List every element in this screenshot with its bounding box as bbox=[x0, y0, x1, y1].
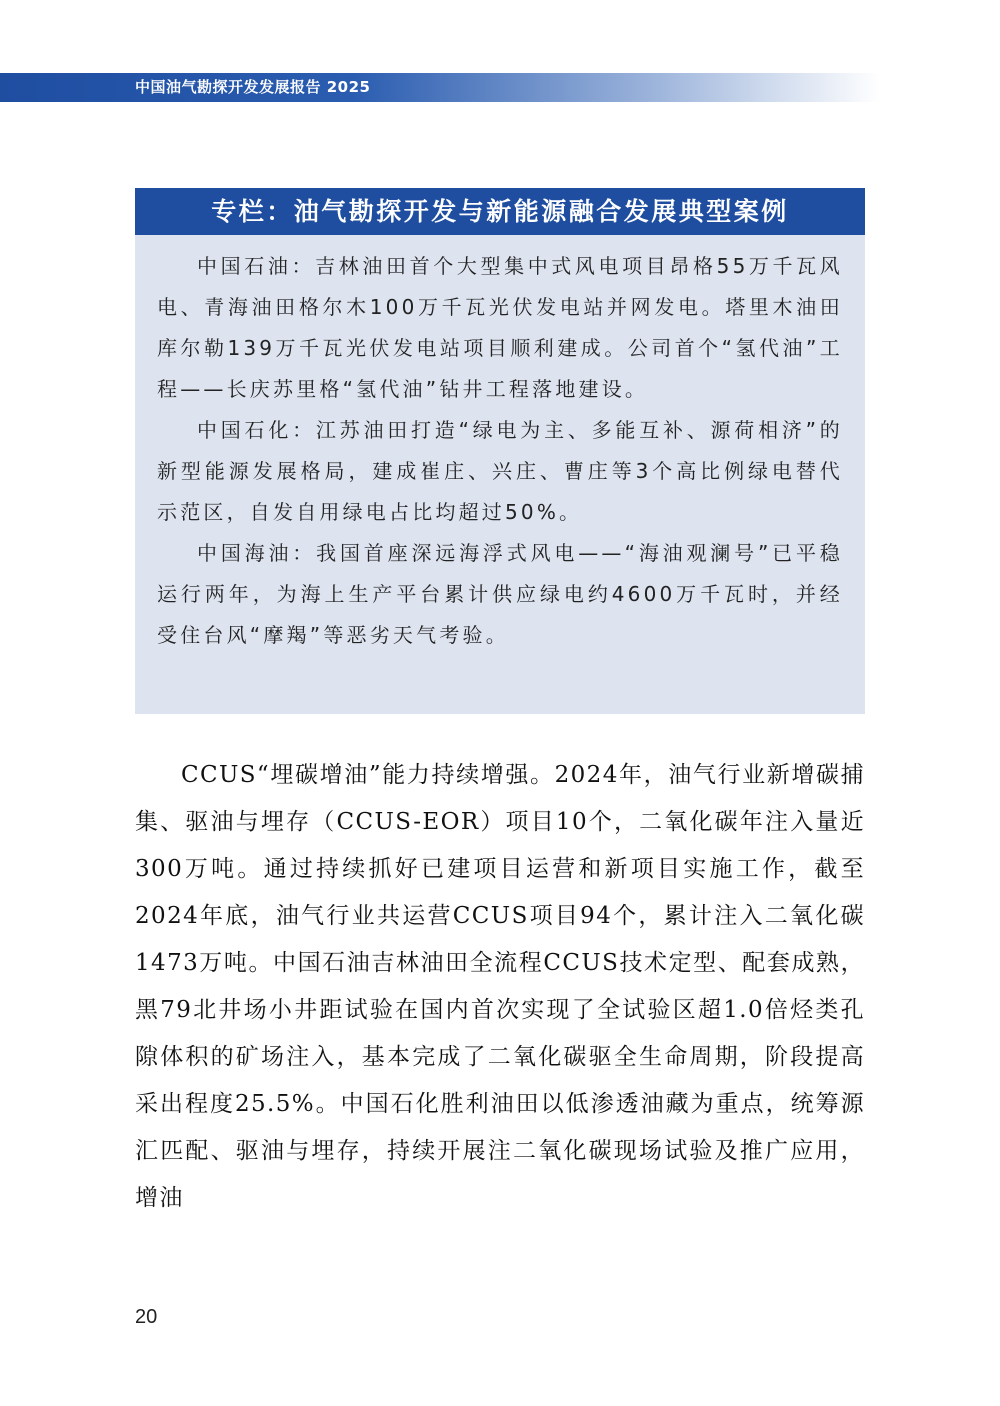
running-header-title: 中国油气勘探开发发展报告 2025 bbox=[135, 78, 371, 96]
case-paragraph-cnooc: 中国海油：我国首座深远海浮式风电——“海油观澜号”已平稳运行两年，为海上生产平台累计供应绿电约4600万千瓦时，并经受住台风“摩羯”等恶劣天气考验。 bbox=[157, 541, 843, 647]
header-band bbox=[0, 73, 880, 102]
page-number: 20 bbox=[135, 1306, 158, 1328]
feature-column-title: 专栏：油气勘探开发与新能源融合发展典型案例 bbox=[135, 188, 865, 235]
case-paragraph-cnpc: 中国石油：吉林油田首个大型集中式风电项目昂格55万千瓦风电、青海油田格尔木100万千瓦光伏发电站并网发电。塔里木油田库尔勒139万千瓦光伏发电站项目顺利建成。公司首个“氢代油”工程——长庆苏里格“氢代油”钻井工程落地建设。 bbox=[157, 254, 843, 401]
case-paragraph-sinopec: 中国石化：江苏油田打造“绿电为主、多能互补、源荷相济”的新型能源发展格局，建成崔庄、兴庄、曹庄等3个高比例绿电替代示范区，自发自用绿电占比均超过50%。 bbox=[157, 418, 843, 524]
ccus-paragraph: CCUS“埋碳增油”能力持续增强。2024年，油气行业新增碳捕集、驱油与埋存（CCUS-EOR）项目10个，二氧化碳年注入量近300万吨。通过持续抓好已建项目运营和新项目实施工作，截至2024年底，油气行业共运营CCUS项目94个，累计注入二氧化碳1473万吨。中国石油吉林油田全流程CCUS技术定型、配套成熟，黑79北井场小井距试验在国内首次实现了全试验区超1.0倍烃类孔隙体积的矿场注入，基本完成了二氧化碳驱全生命周期，阶段提高采出程度25.5%。中国石化胜利油田以低渗透油藏为重点，统筹源汇匹配、驱油与埋存，持续开展注二氧化碳现场试验及推广应用，增油 bbox=[135, 762, 865, 1211]
main-body-text bbox=[135, 752, 865, 1222]
feature-column-box bbox=[135, 188, 865, 714]
feature-column-body bbox=[135, 235, 865, 656]
